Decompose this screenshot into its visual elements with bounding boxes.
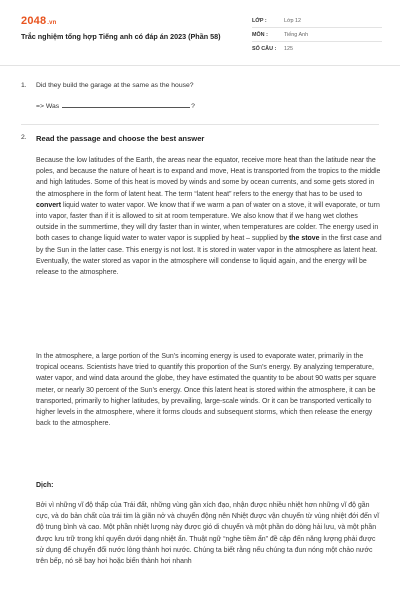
logo-main: 2048 xyxy=(21,15,47,27)
passage-paragraph-2: In the atmosphere, a large portion of the Sun’s incoming energy is used to evaporate water, primarily in the tropical oceans. Scientists have tried to quantify this proportion of the Sun’s energy. By analyzing temperature, water vapor, and wind data around the globe, they have estimated the quantity to be about 90 watts per square meter, or nearly 30 percent of the Sun’s energy. Once this latent heat is stored within the atmosphere, it can be transported, primarily to higher latitudes, by prevailing, large-scale winds. Or it can be transported vertically to higher levels in the atmosphere, where it forms clouds and subsequent storms, which then release the energy back to the atmosphere. xyxy=(36,353,377,428)
meta-table xyxy=(252,14,382,56)
passage-text: liquid water to water vapor. We know that if we warm a pan of water on a stove, it will evaporate, or turn into vapor, faster than if it is allowed to sit at room temperature. We also know that if we hang wet clothes outside in the summertime, they will dry faster than in winter, when temperatures are colder. The energy used in both cases to change liquid water to water vapor is supplied by heat – supplied by xyxy=(36,201,380,243)
meta-value: Tiếng Anh xyxy=(284,31,309,38)
page-header xyxy=(0,0,400,66)
meta-value: Lớp 12 xyxy=(284,17,302,24)
meta-row-subject xyxy=(252,28,382,42)
question-number: 1. xyxy=(21,82,27,89)
question-body xyxy=(36,82,378,110)
passage-text: in the first case and by the Sun in the latter case. This energy is not lost. It is stored in water vapor in the atmosphere as latent heat. Eventually, the water stored as vapor in the atmosphere will condense to liquid again, and the energy will be release to the atmosphere. xyxy=(36,235,382,277)
translation-paragraph: Bởi vì những vĩ độ thấp của Trái đất, những vùng gần xích đạo, nhận được nhiều nhiệt hơn những vĩ độ gần cực, và do bản chất của trái tim là giãn nở và chuyển động nên Nhiệt được vận chuyển từ vùng nhiệt đới đến vĩ độ trung bình và cao. Một phần nhiệt lượng này được gió di chuyển và một phần do dòng hải lưu, và một phần được lưu trữ trong khí quyển dưới dạng nhiệt ẩn. Thuật ngữ “nghe tiềm ẩn” đề cập đến năng lượng phải được sử dụng để chuyển đổi nước lỏng thành hơi nước. Chúng ta biết rằng nếu chúng ta đun nóng một chảo nước trên bếp, nó sẽ bay hơi hoặc biến thành hơi nhanh xyxy=(36,502,380,566)
logo-suffix: .vn xyxy=(47,20,57,26)
translation-label: Dịch: xyxy=(36,482,54,489)
bold-term: convert xyxy=(36,201,62,209)
meta-row-class xyxy=(252,14,382,28)
meta-label: LỚP : xyxy=(252,17,267,24)
passage-paragraph-1 xyxy=(36,155,382,278)
question-number: 2. xyxy=(21,134,27,141)
question-text: Did they build the garage at the same as the house? xyxy=(36,82,194,89)
answer-blank[interactable] xyxy=(62,102,190,108)
meta-row-count xyxy=(252,42,382,56)
page-title: Trắc nghiệm tổng hợp Tiếng anh có đáp án 2023 (Phần 58) xyxy=(21,32,221,41)
meta-label: MÔN : xyxy=(252,31,268,38)
question-title: Read the passage and choose the best answer xyxy=(36,134,205,143)
answer-line xyxy=(36,102,378,110)
bold-term: the stove xyxy=(289,235,320,243)
divider xyxy=(21,124,379,125)
meta-value: 125 xyxy=(284,46,293,52)
passage-text: Because the low latitudes of the Earth, the areas near the equator, receive more heat than the latitude near the poles, and because the nature of heart is to expand and move, Heat is transported from the tropics to the middle and high latitudes. Some of this heat is moved by winds and some by ocean currents, and some gets stored in the atmosphere in the form of latent heat. The term “latent heat” refers to the energy that has to be used to xyxy=(36,157,381,198)
meta-label: SỐ CÂU : xyxy=(252,46,277,52)
answer-prefix: => Was xyxy=(36,103,60,110)
answer-suffix: ? xyxy=(191,103,195,110)
site-logo[interactable] xyxy=(21,15,57,27)
